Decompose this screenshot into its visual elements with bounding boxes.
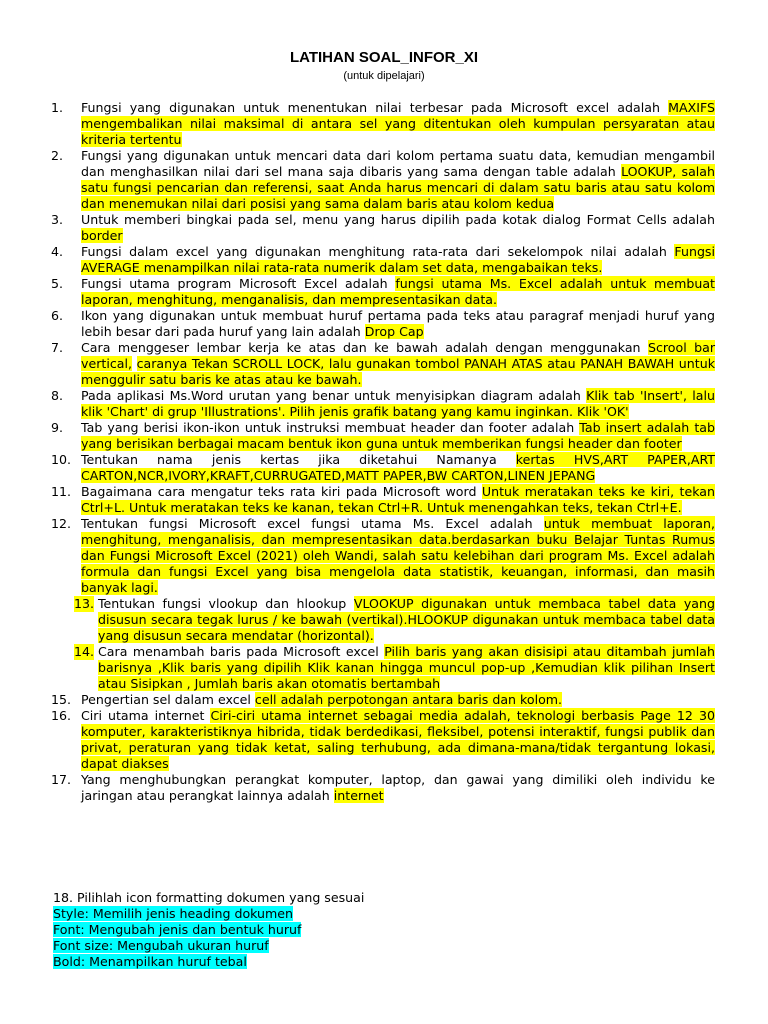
page-subtitle: (untuk dipelajari) [343,70,425,82]
list-item [0,244,715,276]
answer-highlight: Untuk meratakan teks ke kiri, tekan Ctrl+L. Untuk meratakan teks ke kanan, tekan Ctrl+R. Untuk menengahkan teks, tekan Ctrl+E. [81,484,715,515]
question-text: Fungsi dalam excel yang digunakan menghitung rata-rata dari sekelompok nilai adalah [81,244,667,259]
answer-highlight: border [81,228,123,243]
item-number: 17. [51,772,72,787]
question-text: Ikon yang digunakan untuk membuat huruf pertama pada teks atau paragraf menjadi huruf yang lebih besar dari pada huruf yang lain adalah [81,308,715,339]
answer-highlight: Klik tab 'Insert', lalu klik 'Chart' di grup 'Illustrations'. Pilih jenis grafik batang yang kamu inginkan. Klik 'OK' [81,388,715,419]
item-number: 1. [51,100,64,115]
item-number: 6. [51,308,64,323]
answer-highlight: LOOKUP, salah satu fungsi pencarian dan referensi, saat Anda harus mencari di dalam satu baris atau satu kolom dan menemukan nilai dari posisi yang sama dalam baris atau kolom kedua [81,164,715,211]
item-number: 16. [51,708,72,723]
question-text: Yang menghubungkan perangkat komputer, laptop, dan gawai yang dimiliki oleh individu ke jaringan atau perangkat lainnya adalah [81,772,715,803]
item-number: 3. [51,212,64,227]
question-text: Fungsi utama program Microsoft Excel adalah [81,276,388,291]
formatting-item-font: Font: Mengubah jenis dan bentuk huruf [53,922,302,937]
question-text: Ciri utama internet [81,708,205,723]
question-text: Fungsi yang digunakan untuk mencari data dari kolom pertama suatu data, kemudian mengambil dan menghasilkan nilai dari sel mana saja dibaris yang sama dengan table adalah [81,148,715,179]
list-item [0,484,715,516]
item-number: 2. [51,148,64,163]
question-text: Pada aplikasi Ms.Word urutan yang benar untuk menyisipkan diagram adalah [81,388,581,403]
answer-extra-highlight: caranya Tekan SCROLL LOCK, lalu gunakan tombol PANAH ATAS atau PANAH BAWAH untuk menggulir satu baris ke atas atau ke bawah. [81,356,715,387]
answer-highlight: Drop Cap [364,324,424,339]
item-number: 15. [51,692,72,707]
answer-highlight: kertas HVS,ART PAPER,ART CARTON,NCR,IVORY,KRAFT,CURRUGATED,MATT PAPER,BW CARTON,LINEN JEPANG [81,452,716,483]
answer-highlight: Ciri-ciri utama internet sebagai media adalah, teknologi berbasis Page 12 30 komputer, karakteristiknya hibrida, tidak berdedikasi, fleksibel, potensi interaktif, fungsi publik dan privat, peraturan yang tidak ketat, saling terhubung, ada dimana-mana/tidak tergantung lokasi, dapat diakses [81,708,715,771]
answer-highlight: Fungsi AVERAGE menampilkan nilai rata-rata numerik dalam set data, mengabaikan teks. [81,244,715,275]
question-text: Fungsi yang digunakan untuk menentukan nilai terbesar pada Microsoft excel adalah [81,100,660,115]
question-text: Pengertian sel dalam excel [81,692,251,707]
page-title: LATIHAN SOAL_INFOR_XI [289,49,479,66]
list-item [0,596,715,644]
list-item [0,388,715,420]
formatting-item-bold: Bold: Menampilkan huruf tebal [53,954,247,969]
answer-highlight: internet [333,788,384,803]
question-text: Bagaimana cara mengatur teks rata kiri pada Microsoft word [81,484,477,499]
list-item [0,100,715,148]
formatting-item-style: Style: Memilih jenis heading dokumen [53,906,294,921]
answer-highlight: Tab insert adalah tab yang berisikan berbagai macam bentuk ikon guna untuk memberikan fungsi header dan footer [81,420,716,451]
item-number: 9. [51,420,64,435]
question-18-prompt: 18. Pilihlah icon formatting dokumen yang sesuai [53,890,365,905]
item-number: 8. [51,388,64,403]
list-item [0,692,715,708]
list-item [0,340,715,388]
list-item [0,452,715,484]
item-number: 5. [51,276,64,291]
question-text: Tentukan fungsi Microsoft excel fungsi utama Ms. Excel adalah [81,516,533,531]
question-text: Cara menggeser lembar kerja ke atas dan ke bawah adalah dengan menggunakan [81,340,641,355]
list-item [0,308,715,340]
item-number: 7. [51,340,64,355]
question-text: Cara menambah baris pada Microsoft excel [98,644,379,659]
list-item [0,148,715,212]
item-number: 12. [51,516,72,531]
list-item [0,212,715,244]
question-text: Tab yang berisi ikon-ikon untuk instruksi membuat header dan footer adalah [81,420,575,435]
list-item [0,276,715,308]
question-list [0,100,768,804]
answer-highlight: VLOOKUP digunakan untuk membaca tabel data yang disusun secara tegak lurus / ke bawah (vertikal).HLOOKUP digunakan untuk membaca tabel data yang disusun secara mendatar (horizontal). [98,596,715,643]
item-number: 10. [51,452,72,467]
list-item [0,644,715,692]
item-number: 14. [74,644,95,659]
question-text: Tentukan fungsi vlookup dan hlookup [98,596,347,611]
list-item [0,516,715,596]
answer-highlight: Pilih baris yang akan disisipi atau ditambah jumlah barisnya ,Klik baris yang dipilih Klik kanan hingga muncul pop-up ,Kemudian klik pilihan Insert atau Sisipkan , Jumlah baris akan otomatis bertambah [98,644,715,691]
list-item [0,708,715,772]
question-18-block [53,890,733,970]
list-item [0,772,715,804]
answer-highlight: cell adalah perpotongan antara baris dan kolom. [254,692,563,707]
question-text: Tentukan nama jenis kertas jika diketahui Namanya [81,452,497,467]
item-number: 4. [51,244,64,259]
item-number: 13. [74,596,95,611]
item-number: 11. [51,484,72,499]
answer-highlight: MAXIFS mengembalikan nilai maksimal di antara sel yang ditentukan oleh kumpulan persyaratan atau kriteria tertentu [81,100,715,147]
answer-highlight: fungsi utama Ms. Excel adalah untuk membuat laporan, menghitung, menganalisis, dan mempresentasikan data. [81,276,715,307]
answer-highlight: untuk membuat laporan, menghitung, menganalisis, dan mempresentasikan data.berdasarkan buku Belajar Tuntas Rumus dan Fungsi Microsoft Excel (2021) oleh Wandi, salah satu kelebihan dari program Ms. Excel adalah formula dan fungsi Excel yang bisa mengelola data statistik, keuangan, informasi, dan masih banyak lagi. [81,516,715,595]
question-text: Untuk memberi bingkai pada sel, menu yang harus dipilih pada kotak dialog Format Cells adalah [81,212,715,227]
list-item [0,420,715,452]
formatting-item-font-size: Font size: Mengubah ukuran huruf [53,938,269,953]
answer-highlight: Scrool bar vertical, [81,340,715,371]
